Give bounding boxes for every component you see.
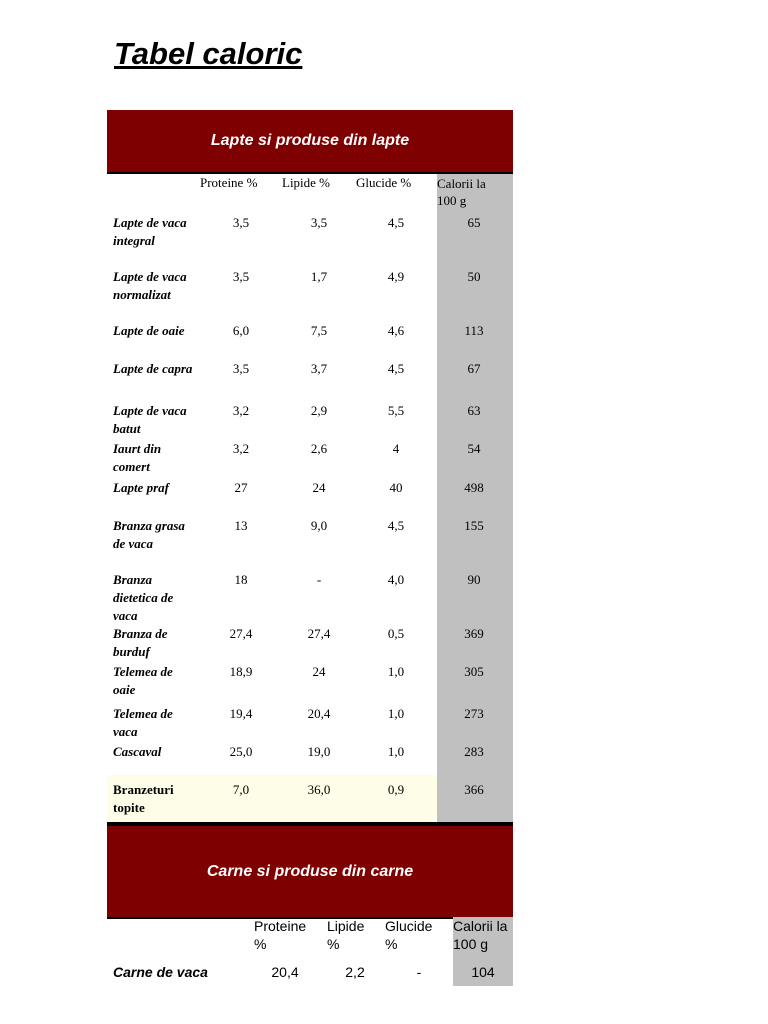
table-row — [107, 781, 513, 821]
column-header-proteine: Proteine % — [200, 175, 258, 190]
dairy-table-body — [107, 214, 513, 821]
cell-calorii: 54 — [467, 441, 481, 456]
cell-glucide: 4,9 — [387, 269, 405, 284]
cell-lipide: 24 — [312, 480, 326, 495]
cell-lipide: 36,0 — [307, 782, 331, 797]
cell-glucide: 4,5 — [387, 215, 405, 230]
food-name: Lapte praf — [113, 480, 169, 495]
cell-lipide: 3,5 — [310, 215, 328, 230]
food-name: Iaurt din comert — [113, 441, 162, 474]
food-name: Lapte de vaca normalizat — [113, 269, 187, 302]
column-header-calorii: Calorii la 100 g — [437, 176, 486, 208]
table-row — [107, 268, 513, 322]
food-name: Lapte de oaie — [113, 323, 185, 338]
food-name: Telemea de vaca — [113, 706, 173, 739]
cell-glucide: 4,6 — [387, 323, 405, 338]
cell-proteine: 6,0 — [232, 323, 250, 338]
table-row — [107, 517, 513, 571]
cell-calorii: 50 — [467, 269, 481, 284]
page-title: Tabel caloric — [114, 36, 303, 71]
cell-glucide: 0,9 — [387, 782, 405, 797]
cell-calorii: 305 — [464, 664, 484, 679]
cell-calorii: 63 — [467, 403, 481, 418]
cell-glucide: 4,5 — [387, 518, 405, 533]
food-name: Lapte de vaca integral — [113, 215, 187, 248]
food-name: Telemea de oaie — [113, 664, 173, 697]
cell-glucide: 0,5 — [387, 626, 405, 641]
cell-proteine: 3,5 — [232, 361, 250, 376]
cell-proteine: 3,2 — [232, 403, 250, 418]
table-row — [107, 440, 513, 479]
cell-lipide: 20,4 — [307, 706, 331, 721]
cell-glucide: 1,0 — [387, 744, 405, 759]
cell-lipide: 9,0 — [310, 518, 328, 533]
cell-proteine: 7,0 — [232, 782, 250, 797]
food-name: Branza dietetica de vaca — [113, 572, 174, 623]
column-header-calorii: Calorii la 100 g — [453, 918, 508, 952]
table-row — [107, 214, 513, 268]
cell-lipide: 27,4 — [307, 626, 331, 641]
food-name: Branzeturi topite — [113, 782, 174, 815]
cell-lipide: - — [316, 572, 322, 587]
cell-lipide: 19,0 — [307, 744, 331, 759]
column-header-proteine: Proteine % — [254, 918, 307, 952]
cell-glucide: 4,5 — [387, 361, 405, 376]
meat-table-header — [107, 917, 513, 957]
table-row — [107, 957, 513, 985]
cell-proteine: 3,5 — [232, 215, 250, 230]
food-name: Lapte de vaca batut — [113, 403, 187, 436]
cell-glucide: 1,0 — [387, 706, 405, 721]
food-name: Branza grasa de vaca — [113, 518, 185, 551]
cell-calorii: 90 — [467, 572, 481, 587]
column-header-lipide: Lipide % — [327, 918, 365, 952]
cell-calorii: 65 — [467, 215, 481, 230]
food-name: Carne de vaca — [113, 964, 208, 980]
cell-lipide: 2,2 — [345, 964, 365, 980]
food-name: Lapte de capra — [113, 361, 193, 376]
cell-calorii: 366 — [464, 782, 484, 797]
table-row — [107, 571, 513, 625]
cell-proteine: 25,0 — [229, 744, 253, 759]
cell-proteine: 27 — [234, 480, 248, 495]
cell-proteine: 13 — [234, 518, 248, 533]
cell-lipide: 1,7 — [310, 269, 328, 284]
cell-proteine: 27,4 — [229, 626, 253, 641]
cell-lipide: 2,9 — [310, 403, 328, 418]
cell-calorii: 283 — [464, 744, 484, 759]
cell-calorii: 67 — [467, 361, 481, 376]
food-name: Cascaval — [113, 744, 162, 759]
cell-glucide: 4,0 — [387, 572, 405, 587]
table-row — [107, 625, 513, 663]
table-row — [107, 402, 513, 440]
table-row — [107, 479, 513, 517]
cell-proteine: 3,5 — [232, 269, 250, 284]
cell-calorii: 369 — [464, 626, 484, 641]
cell-calorii: 155 — [464, 518, 484, 533]
meat-table — [107, 917, 513, 985]
food-name: Branza de burduf — [113, 626, 168, 659]
cell-calorii: 498 — [464, 480, 484, 495]
section-heading-meat: Carne si produse din carne — [107, 824, 513, 919]
cell-proteine: 3,2 — [232, 441, 250, 456]
cell-glucide: 1,0 — [387, 664, 405, 679]
cell-lipide: 24 — [312, 664, 326, 679]
cell-lipide: 3,7 — [310, 361, 328, 376]
cell-glucide: - — [416, 964, 422, 980]
cell-lipide: 2,6 — [310, 441, 328, 456]
column-header-glucide: Glucide % — [356, 175, 412, 190]
cell-glucide: 5,5 — [387, 403, 405, 418]
cell-calorii: 104 — [471, 964, 495, 980]
section-heading-dairy: Lapte si produse din lapte — [107, 110, 513, 174]
table-row — [107, 663, 513, 705]
cell-glucide: 4 — [392, 441, 400, 456]
cell-glucide: 40 — [389, 480, 403, 495]
cell-proteine: 18 — [234, 572, 248, 587]
meat-table-body — [107, 957, 513, 985]
column-header-lipide: Lipide % — [282, 175, 331, 190]
dairy-table — [107, 174, 513, 821]
cell-proteine: 20,4 — [271, 964, 299, 980]
cell-calorii: 113 — [464, 323, 484, 338]
table-row — [107, 705, 513, 743]
table-row — [107, 322, 513, 360]
table-row — [107, 360, 513, 402]
column-header-glucide: Glucide % — [385, 918, 433, 952]
cell-lipide: 7,5 — [310, 323, 328, 338]
cell-proteine: 19,4 — [229, 706, 253, 721]
cell-calorii: 273 — [464, 706, 484, 721]
cell-proteine: 18,9 — [229, 664, 253, 679]
dairy-table-header — [107, 174, 513, 214]
